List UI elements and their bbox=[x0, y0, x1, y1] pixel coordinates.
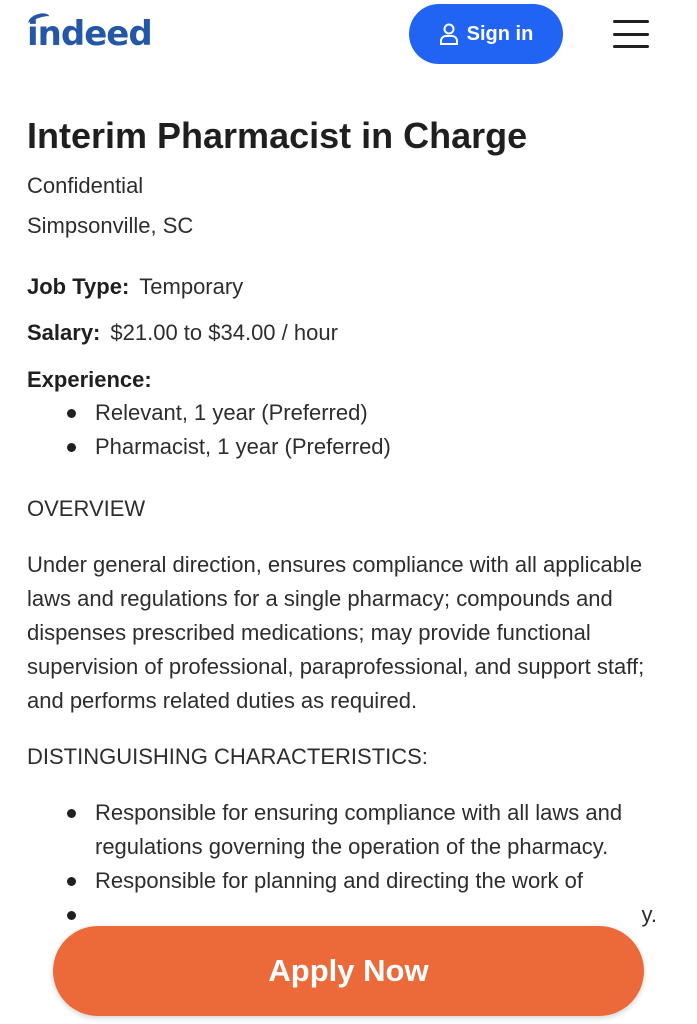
experience-label: Experience: bbox=[27, 367, 152, 392]
job-details bbox=[27, 112, 677, 966]
job-type-value: Temporary bbox=[139, 274, 244, 299]
apply-now-button[interactable]: Apply Now bbox=[53, 926, 644, 1016]
list-item: y. bbox=[27, 898, 677, 932]
job-location: Simpsonville, SC bbox=[27, 213, 194, 238]
list-item: Pharmacist, 1 year (Preferred) bbox=[27, 430, 677, 464]
job-title: Interim Pharmacist in Charge bbox=[27, 115, 528, 156]
salary-value: $21.00 to $34.00 / hour bbox=[110, 320, 338, 345]
menu-line bbox=[613, 33, 649, 36]
hamburger-menu-icon[interactable] bbox=[613, 20, 651, 48]
indeed-logo[interactable]: indeed bbox=[27, 14, 152, 54]
overview-heading: OVERVIEW bbox=[27, 496, 146, 521]
top-header bbox=[0, 0, 697, 70]
experience-list bbox=[27, 396, 677, 464]
overview-text: Under general direction, ensures compliance with all applicable laws and regulations for a single pharmacy; compounds and dispenses prescribed medications; may provide functional supervision of professional, paraprofessional, and support staff; and performs related duties as required. bbox=[27, 552, 645, 713]
sign-in-label: Sign in bbox=[466, 22, 534, 45]
job-type-row bbox=[27, 271, 677, 303]
salary-label: Salary: bbox=[27, 320, 101, 345]
menu-line bbox=[613, 20, 649, 23]
user-icon bbox=[439, 23, 459, 45]
sign-in-button[interactable] bbox=[409, 4, 563, 64]
job-type-label: Job Type: bbox=[27, 274, 130, 299]
list-item: Relevant, 1 year (Preferred) bbox=[27, 396, 677, 430]
menu-line bbox=[613, 45, 649, 48]
salary-row bbox=[27, 317, 677, 349]
list-item: Responsible for ensuring compliance with all laws and regulations governing the operation of the pharmacy. bbox=[27, 796, 677, 864]
list-item: Responsible for planning and directing the work of bbox=[27, 864, 677, 898]
distinguishing-heading: DISTINGUISHING CHARACTERISTICS: bbox=[27, 744, 428, 769]
company-name: Confidential bbox=[27, 173, 144, 198]
